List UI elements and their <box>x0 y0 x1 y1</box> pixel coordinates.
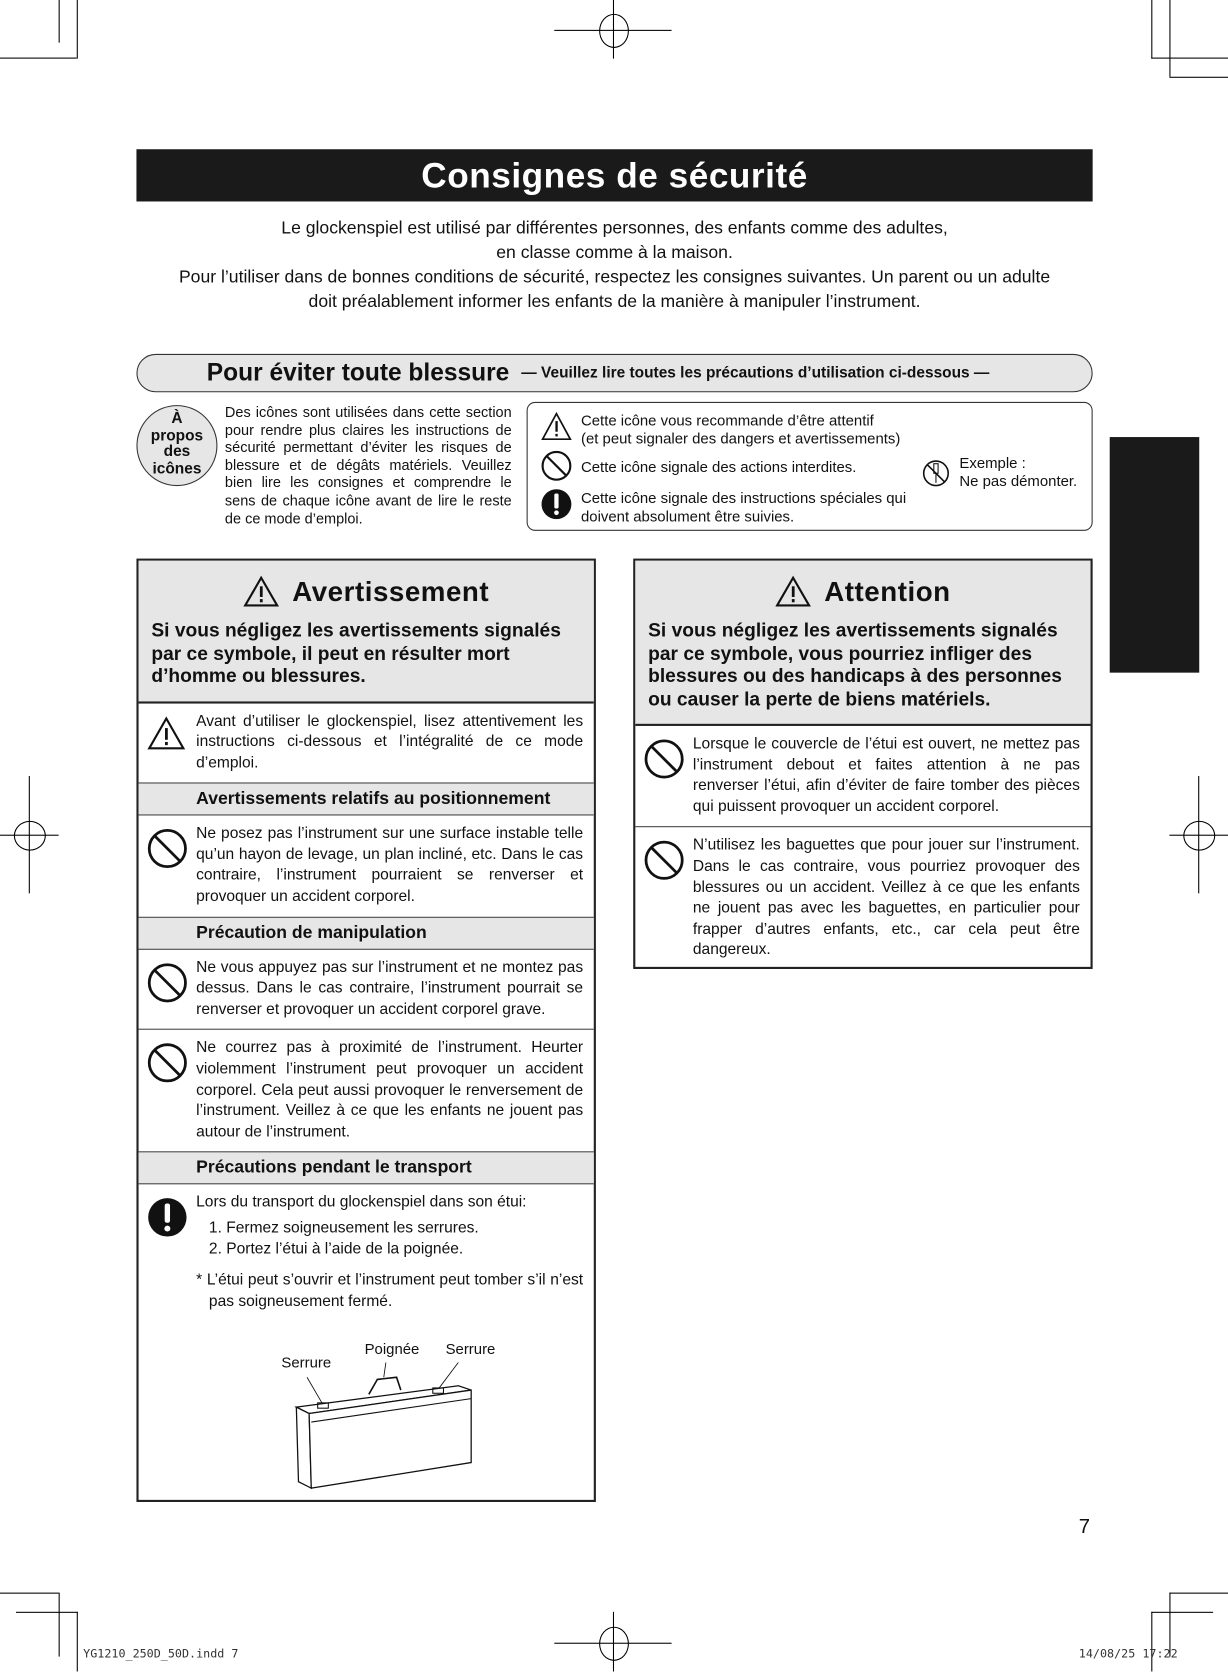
side-tab <box>1110 437 1200 673</box>
example-text: Ne pas démonter. <box>959 472 1078 490</box>
list-item <box>139 949 594 1030</box>
label-lock-left: Serrure <box>281 1353 332 1371</box>
subheading: Avertissements relatifs au positionnement <box>139 784 594 816</box>
footer-file: YG1210_250D_50D.indd 7 <box>83 1646 239 1661</box>
transport-step: 2. Portez l’étui à l’aide de la poignée. <box>208 1240 464 1258</box>
section-header <box>136 354 1092 392</box>
transport-step: 1. Fermez soigneusement les serrures. <box>208 1219 479 1237</box>
list-item <box>139 816 594 918</box>
section-title: Pour éviter toute blessure <box>206 358 510 386</box>
item-text: Lorsque le couvercle de l’étui est ouvert, ne mettez pas l’instrument debout et faites attention à ne pas renverser l’étui, afin d’éviter de faire tomber des pièces qui puissent provoquer un accident corporel. <box>692 735 1080 816</box>
about-icons-text: Des icônes sont utilisées dans cette section pour rendre plus claires les instructions de sécurité permettant d’éviter les risques de blessure et de dégâts matériels. Veuillez bien lire les consignes et comprendre le sens de chaque icône avant de lire le reste de ce mode d’emploi. <box>224 404 512 527</box>
page-title: Consignes de sécurité <box>136 149 1092 201</box>
list-item <box>139 1030 594 1153</box>
warning-triangle-icon <box>243 576 279 608</box>
warning-description: Si vous négligez les avertissements signalés par ce symbole, il peut en résulter mort d’homme ou blessures. <box>151 619 561 687</box>
intro-line: Pour l’utiliser dans de bonnes conditions de sécurité, respectez les consignes suivantes. Un parent ou un adulte <box>178 267 1051 287</box>
warning-triangle-icon <box>540 411 572 441</box>
subheading: Précautions pendant le transport <box>139 1153 594 1185</box>
prohibited-icon <box>644 840 685 881</box>
legend-text: doivent absolument être suivies. <box>580 507 795 525</box>
case-illustration <box>288 1362 480 1490</box>
badge-line: À <box>171 410 183 428</box>
attention-box <box>633 559 1092 969</box>
label-lock-right: Serrure <box>445 1339 496 1358</box>
no-disassembly-icon <box>922 458 950 488</box>
badge-line: icônes <box>152 459 202 478</box>
about-icons-badge <box>136 405 217 486</box>
warning-triangle-icon <box>147 716 185 750</box>
prohibited-icon <box>147 829 188 870</box>
legend-text: (et peut signaler des dangers et avertissements) <box>580 429 901 447</box>
subheading: Précaution de manipulation <box>139 917 594 949</box>
list-item <box>139 1185 594 1321</box>
list-item <box>139 703 594 784</box>
mandatory-icon <box>147 1198 188 1239</box>
example-label: Exemple : <box>959 454 1026 472</box>
prohibited-icon <box>644 739 685 780</box>
item-text: Avant d’utiliser le glockenspiel, lisez attentivement les instructions ci-dessous et l’intégralité de ce mode d’emploi. <box>196 712 584 772</box>
item-text: Ne vous appuyez pas sur l’instrument et ne montez pas dessus. Dans le cas contraire, l’instrument pourrait se renverser et provoquer un accident corporel grave. <box>196 959 584 1018</box>
intro-line: en classe comme à la maison. <box>496 243 733 263</box>
page-number: 7 <box>1078 1515 1091 1539</box>
intro-line: doit préalablement informer les enfants de la manière à manipuler l’instrument. <box>308 292 921 312</box>
list-item <box>635 726 1090 828</box>
item-text: Ne posez pas l’instrument sur une surface instable telle qu’un hayon de levage, un plan incliné, etc. Dans le cas contraire, l’instrument pourraient se renverser et provoquer un accident corporel. <box>196 825 584 906</box>
legend-text: Cette icône signale des instructions spéciales qui <box>580 489 907 507</box>
badge-line: des <box>163 443 191 461</box>
prohibited-icon <box>147 962 188 1003</box>
badge-line: propos <box>150 426 204 444</box>
warning-triangle-icon <box>775 576 811 608</box>
legend-text: Cette icône vous recommande d’être attentif <box>580 411 874 429</box>
item-text: N’utilisez les baguettes que pour jouer sur l’instrument. Dans le cas contraire, vous pourriez provoquer des blessures ou un accident. Veillez à ce que les enfants ne jouent pas avec les baguettes, en particulier pour frapper d’autres enfants, etc., car cela peut être dangereux. <box>692 837 1080 959</box>
intro <box>136 216 1092 314</box>
footer-date: 14/08/25 17:22 <box>1078 1646 1178 1661</box>
attention-description: Si vous négligez les avertissements signalés par ce symbole, vous pourriez infliger des blessures ou des handicaps à des personnes ou causer la perte de biens matériels. <box>648 619 1062 710</box>
item-text: Ne courrez pas à proximité de l’instrument. Heurter violemment l’instrument peut provoquer un accident corporel. Cela peut aussi provoquer le renversement de l’instrument. Veillez à ce que les enfants ne jouent pas autour de l’instrument. <box>196 1039 584 1141</box>
section-subtitle: — Veuillez lire toutes les précautions d’utilisation ci-dessous — <box>521 364 990 382</box>
transport-lead: Lors du transport du glockenspiel dans son étui: <box>196 1194 527 1212</box>
transport-note: * L’étui peut s’ouvrir et l’instrument peut tomber s’il n’est pas soigneusement fermé. <box>196 1271 584 1310</box>
attention-title: Attention <box>824 575 951 608</box>
warning-box <box>136 559 595 1502</box>
list-item <box>635 828 1090 970</box>
warning-title: Avertissement <box>292 575 490 608</box>
mandatory-icon <box>540 488 572 520</box>
legend-text: Cette icône signale des actions interdites. <box>580 458 857 476</box>
intro-line: Le glockenspiel est utilisé par différentes personnes, des enfants comme des adultes, <box>281 218 948 238</box>
label-handle: Poignée <box>364 1339 420 1358</box>
prohibited-icon <box>540 450 572 482</box>
icon-legend <box>527 402 1093 531</box>
prohibited-icon <box>147 1043 188 1084</box>
